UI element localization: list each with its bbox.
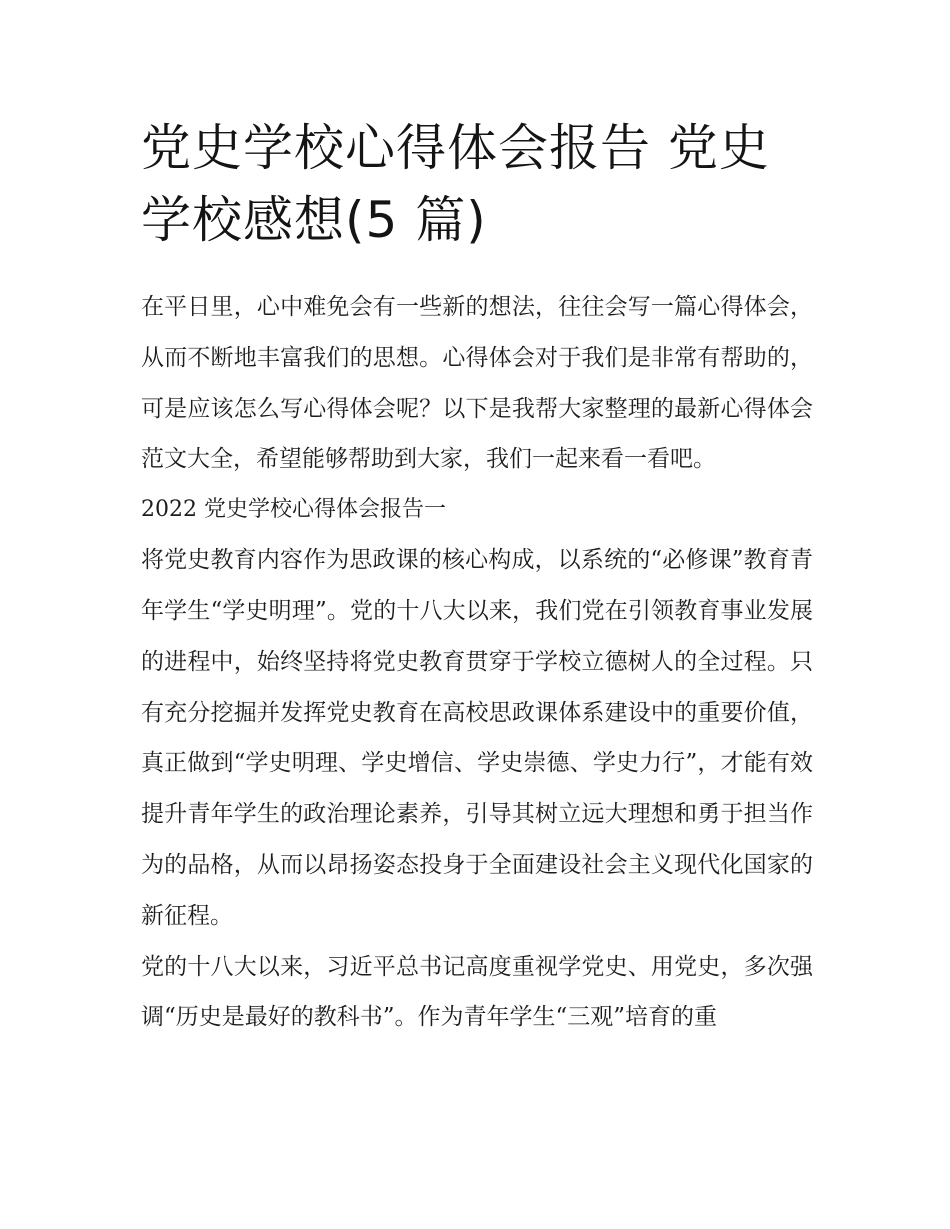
document-title: 党史学校心得体会报告 党史学校感想(5 篇) bbox=[141, 119, 770, 249]
body-paragraph-2: 党的十八大以来，习近平总书记高度重视学党史、用党史，多次强调“历史是最好的教科书”。作为青年学生“三观”培育的重 bbox=[141, 953, 813, 1031]
document-content bbox=[141, 112, 813, 1043]
body-paragraph-1: 将党史教育内容作为思政课的核心构成，以系统的“必修课”教育青年学生“学史明理”。党的十八大以来，我们党在引领教育事业发展的进程中，始终坚持将党史教育贯穿于学校立德树人的全过程。只有充分挖掘并发挥党史教育在高校思政课体系建设中的重要价值，真正做到“学史明理、学史增信、学史崇德、学史力行”，才能有效提升青年学生的政治理论素养，引导其树立远大理想和勇于担当作为的品格，从而以昂扬姿态投身于全面建设社会主义现代化国家的新征程。 bbox=[141, 547, 813, 929]
intro-paragraph: 在平日里，心中难免会有一些新的想法，往往会写一篇心得体会，从而不断地丰富我们的思想。心得体会对于我们是非常有帮助的，可是应该怎么写心得体会呢？以下是我帮大家整理的最新心得体会范文大全，希望能够帮助到大家，我们一起来看一看吧。 bbox=[141, 294, 813, 473]
document-body bbox=[141, 282, 813, 1043]
section-heading: 2022 党史学校心得体会报告一 bbox=[141, 497, 446, 523]
